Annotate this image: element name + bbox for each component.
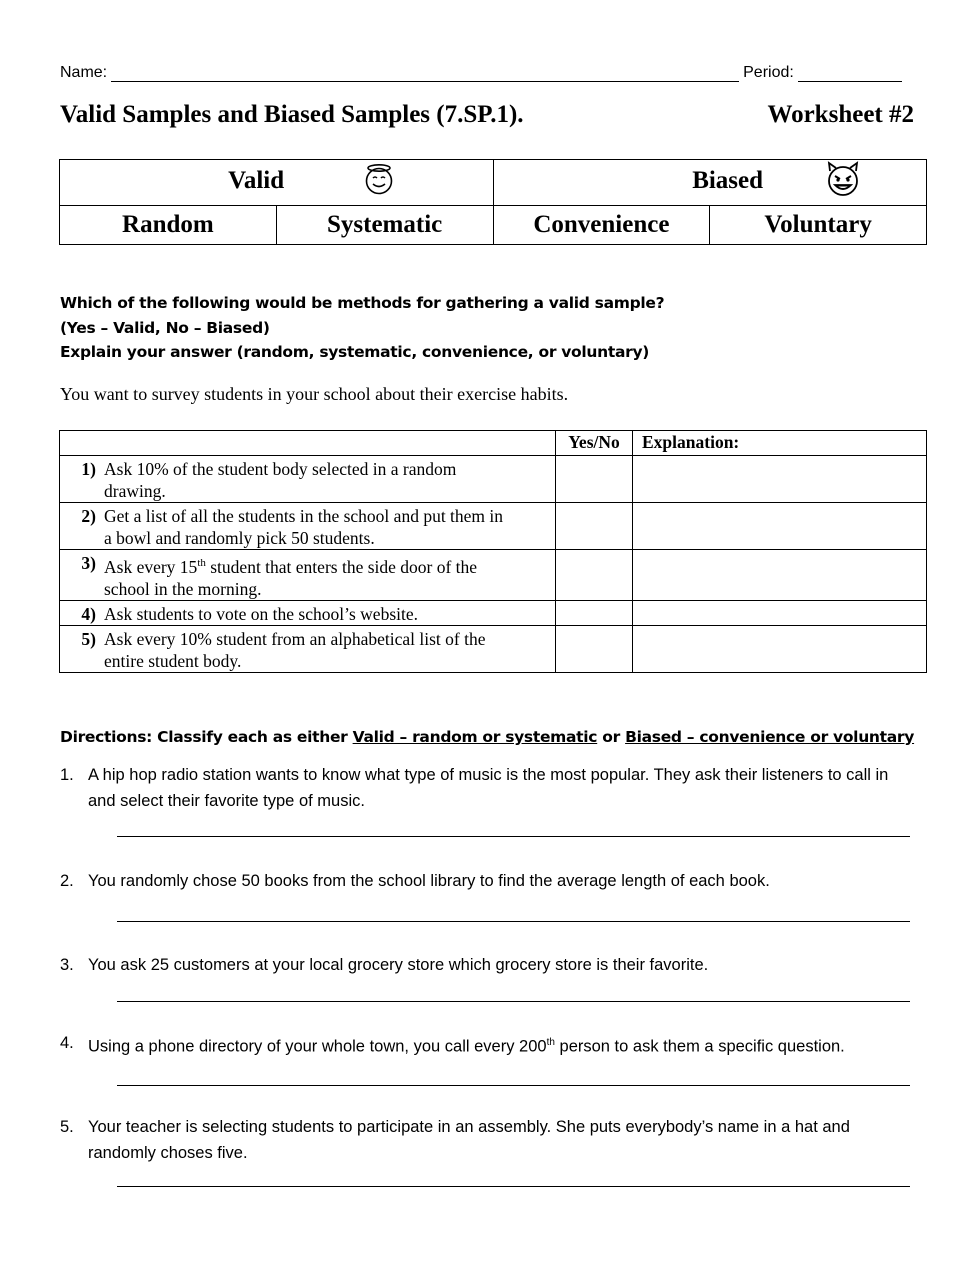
explanation-cell[interactable] — [633, 503, 927, 550]
yes-no-header: Yes/No — [556, 431, 633, 456]
answer-line-3[interactable] — [117, 1001, 910, 1002]
method-text-part: Ask every 15 — [104, 556, 198, 577]
explanation-cell[interactable] — [633, 456, 927, 503]
question-text: You ask 25 customers at your local grocery store which grocery store is their favorite. — [88, 956, 709, 974]
name-label: Name: — [60, 64, 108, 81]
question-number: 4. — [60, 1034, 74, 1052]
method-text-line: Ask every 10% student from an alphabetical list of the — [104, 628, 486, 649]
instruction-line-3: Explain your answer (random, systematic, convenience, or voluntary) — [60, 343, 650, 361]
directions-or: or — [597, 728, 626, 746]
explanation-cell[interactable] — [633, 625, 927, 672]
instructions — [60, 291, 940, 365]
explanation-cell[interactable] — [633, 550, 927, 601]
method-cell — [60, 550, 556, 601]
row-number: 1) — [81, 459, 96, 479]
page-title: Valid Samples and Biased Samples (7.SP.1). — [60, 101, 524, 128]
answer-line-5[interactable] — [117, 1186, 910, 1187]
method-cell — [60, 600, 556, 625]
period-blank[interactable] — [798, 66, 902, 82]
voluntary-cell: Voluntary — [710, 206, 927, 245]
question-2 — [60, 868, 920, 894]
yes-no-cell[interactable] — [556, 625, 633, 672]
valid-phrase: Valid – random or systematic — [352, 728, 598, 746]
name-blank[interactable] — [111, 66, 739, 82]
worksheet-number: Worksheet #2 — [767, 101, 914, 128]
devil-smiley-icon — [824, 161, 862, 204]
row-number: 3) — [81, 553, 96, 573]
method-text-line: Get a list of all the students in the school and put them in — [104, 506, 504, 526]
method-text — [96, 626, 544, 672]
method-text-line: drawing. — [104, 481, 166, 501]
question-text: Your teacher is selecting students to participate in an assembly. She puts everybody’s name in a hat and randomly choses five. — [88, 1118, 850, 1162]
biased-label: Biased — [692, 167, 764, 195]
scenario-text: You want to survey students in your school about their exercise habits. — [60, 384, 569, 404]
question-5 — [60, 1114, 920, 1166]
period-label: Period: — [743, 64, 794, 81]
question-4 — [60, 1030, 920, 1060]
method-cell — [60, 503, 556, 550]
question-3 — [60, 952, 920, 978]
method-text-line: a bowl and randomly pick 50 students. — [104, 528, 375, 548]
row-number: 5) — [81, 628, 96, 649]
sampling-methods-table — [59, 430, 927, 673]
yes-no-cell[interactable] — [556, 456, 633, 503]
biased-phrase: Biased – convenience or voluntary — [625, 728, 915, 746]
method-text — [96, 456, 544, 502]
question-number: 3. — [60, 956, 74, 974]
method-cell — [60, 625, 556, 672]
systematic-cell: Systematic — [276, 206, 493, 245]
method-text-line: Ask 10% of the student body selected in a random — [104, 459, 457, 479]
table-row — [60, 625, 927, 672]
question-text — [88, 1030, 920, 1060]
directions — [60, 725, 960, 750]
directions-prefix: Directions: Classify each as either — [60, 728, 353, 746]
table-row — [60, 456, 927, 503]
valid-label: Valid — [228, 167, 285, 195]
question-1 — [60, 762, 920, 814]
question-text: A hip hop radio station wants to know what type of music is the most popular. They ask their listeners to call in and select their favorite type of music. — [88, 766, 889, 810]
yes-no-cell[interactable] — [556, 503, 633, 550]
yes-no-cell[interactable] — [556, 550, 633, 601]
angel-smiley-icon — [362, 163, 396, 202]
yes-no-cell[interactable] — [556, 600, 633, 625]
table-row — [60, 550, 927, 601]
question-number: 2. — [60, 872, 74, 890]
answer-line-2[interactable] — [117, 921, 910, 922]
name-period-line — [60, 64, 916, 82]
worksheet-title — [60, 101, 914, 129]
ordinal-suffix: th — [546, 1037, 555, 1048]
method-text-part: student that enters the side door of the — [205, 556, 478, 577]
table-header-row — [60, 431, 927, 456]
question-number: 5. — [60, 1118, 74, 1136]
answer-line-4[interactable] — [117, 1085, 910, 1086]
instruction-line-2: (Yes – Valid, No – Biased) — [60, 318, 270, 337]
question-text: You randomly chose 50 books from the school library to find the average length of each book. — [88, 872, 770, 890]
method-text — [96, 503, 544, 549]
question-number: 1. — [60, 766, 74, 784]
valid-biased-key-table — [59, 159, 927, 245]
method-text: Ask students to vote on the school’s website. — [104, 603, 419, 624]
ordinal-suffix: th — [197, 557, 206, 569]
method-header — [60, 431, 556, 456]
explanation-cell[interactable] — [633, 600, 927, 625]
question-text-part: person to ask them a specific question. — [554, 1037, 845, 1056]
explanation-header: Explanation: — [633, 431, 927, 456]
random-cell: Random — [60, 206, 277, 245]
method-text-line: school in the morning. — [104, 578, 262, 599]
row-number: 4) — [81, 603, 96, 624]
method-text — [96, 550, 544, 600]
method-cell — [60, 456, 556, 503]
instruction-line-1: Which of the following would be methods for gathering a valid sample? — [60, 294, 665, 312]
table-row — [60, 600, 927, 625]
valid-header-cell — [60, 160, 494, 206]
row-number: 2) — [81, 506, 96, 526]
table-row — [60, 503, 927, 550]
biased-header-cell — [493, 160, 927, 206]
method-text-line: entire student body. — [104, 650, 242, 671]
convenience-cell: Convenience — [493, 206, 710, 245]
answer-line-1[interactable] — [117, 836, 910, 837]
question-text-part: Using a phone directory of your whole town, you call every 200 — [88, 1037, 547, 1056]
